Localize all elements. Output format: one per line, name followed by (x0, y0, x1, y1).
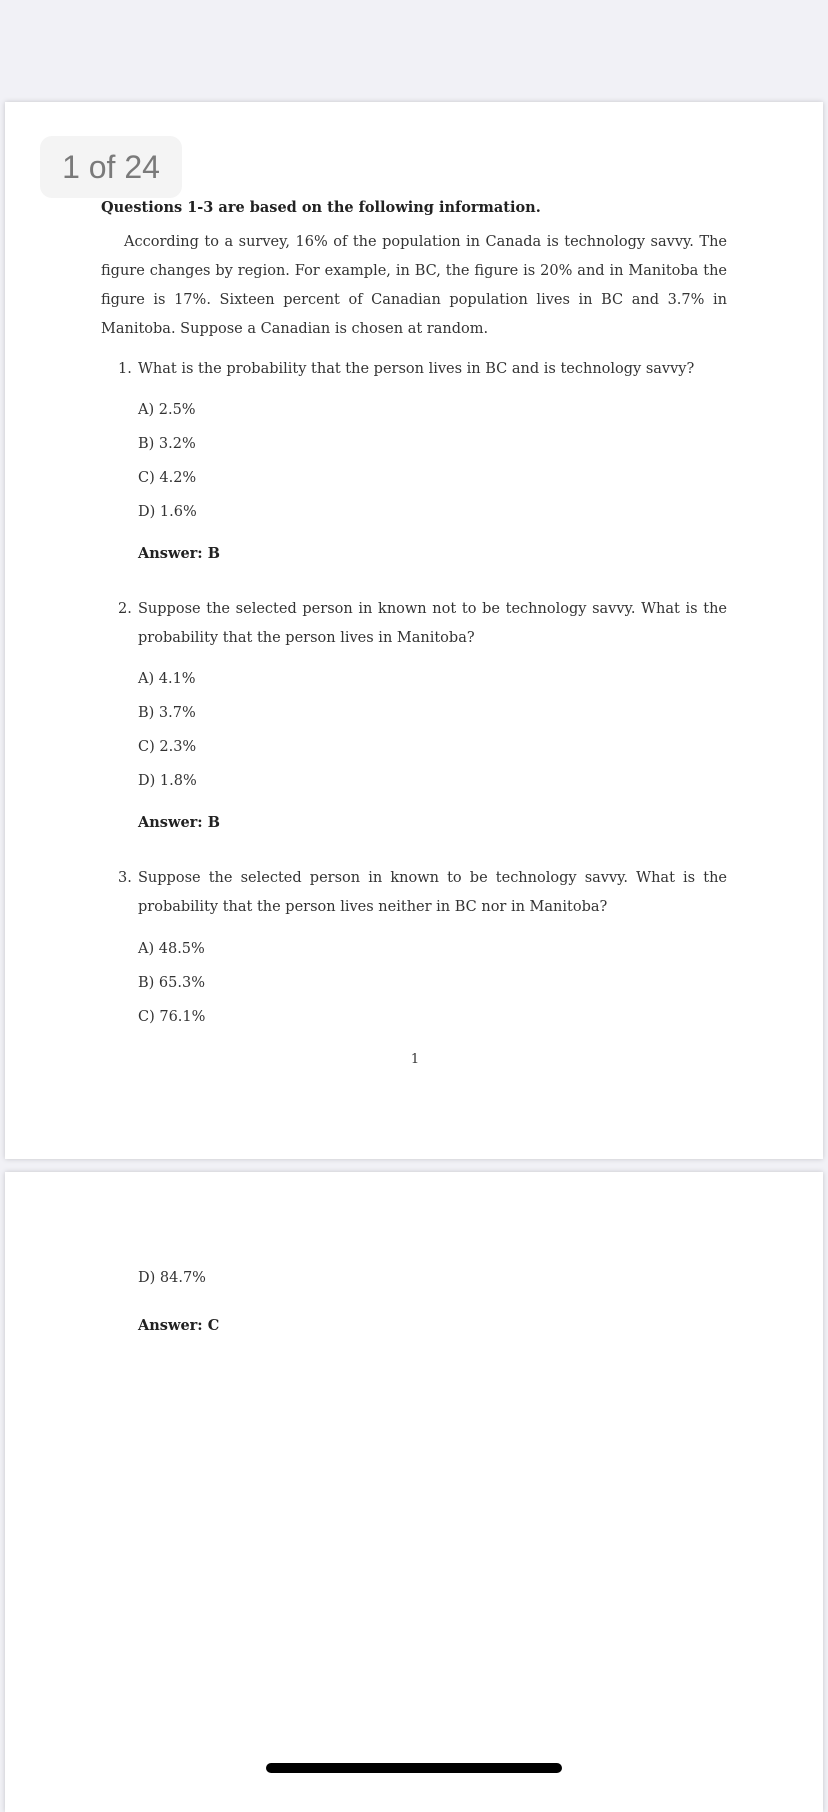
question-1-option-d: D) 1.6% (138, 504, 197, 520)
intro-paragraph: According to a survey, 16% of the population in Canada is technology savvy. The figure changes by region. For example, in BC, the figure is 20% and in Manitoba the figure is 17%. Sixteen percent of Canadian population lives in BC and 3.7% in Manitoba. Suppose a Canadian is chosen at random. (101, 234, 727, 337)
question-3-option-c: C) 76.1% (138, 1009, 206, 1025)
question-3-number: 3. (118, 870, 132, 886)
question-2-option-d: D) 1.8% (138, 773, 197, 789)
question-1-option-b: B) 3.2% (138, 436, 196, 452)
question-3-option-a: A) 48.5% (138, 941, 205, 957)
home-indicator[interactable] (266, 1763, 562, 1773)
question-1-option-c: C) 4.2% (138, 470, 197, 486)
question-3-option-d: D) 84.7% (138, 1270, 206, 1286)
question-1-number: 1. (118, 361, 132, 377)
question-2-option-a: A) 4.1% (138, 671, 196, 687)
question-1-text: What is the probability that the person lives in BC and is technology savvy? (138, 361, 695, 377)
section-heading: Questions 1-3 are based on the following information. (101, 199, 541, 216)
page-number: 1 (410, 1052, 420, 1067)
question-1-answer: Answer: B (138, 545, 220, 562)
question-3-option-b: B) 65.3% (138, 975, 205, 991)
question-3-text: Suppose the selected person in known to be technology savvy. What is the probability that the person lives neither in BC nor in Manitoba? (138, 870, 727, 915)
question-2-number: 2. (118, 601, 132, 617)
page-counter: 1 of 24 (40, 136, 182, 198)
question-2-text: Suppose the selected person in known not to be technology savvy. What is the probability that the person lives in Manitoba? (138, 601, 727, 646)
question-2-answer: Answer: B (138, 814, 220, 831)
question-3-answer: Answer: C (138, 1317, 220, 1334)
question-2-option-b: B) 3.7% (138, 705, 196, 721)
document-page-2[interactable] (5, 1172, 823, 1812)
question-2-option-c: C) 2.3% (138, 739, 197, 755)
question-1-option-a: A) 2.5% (138, 402, 196, 418)
